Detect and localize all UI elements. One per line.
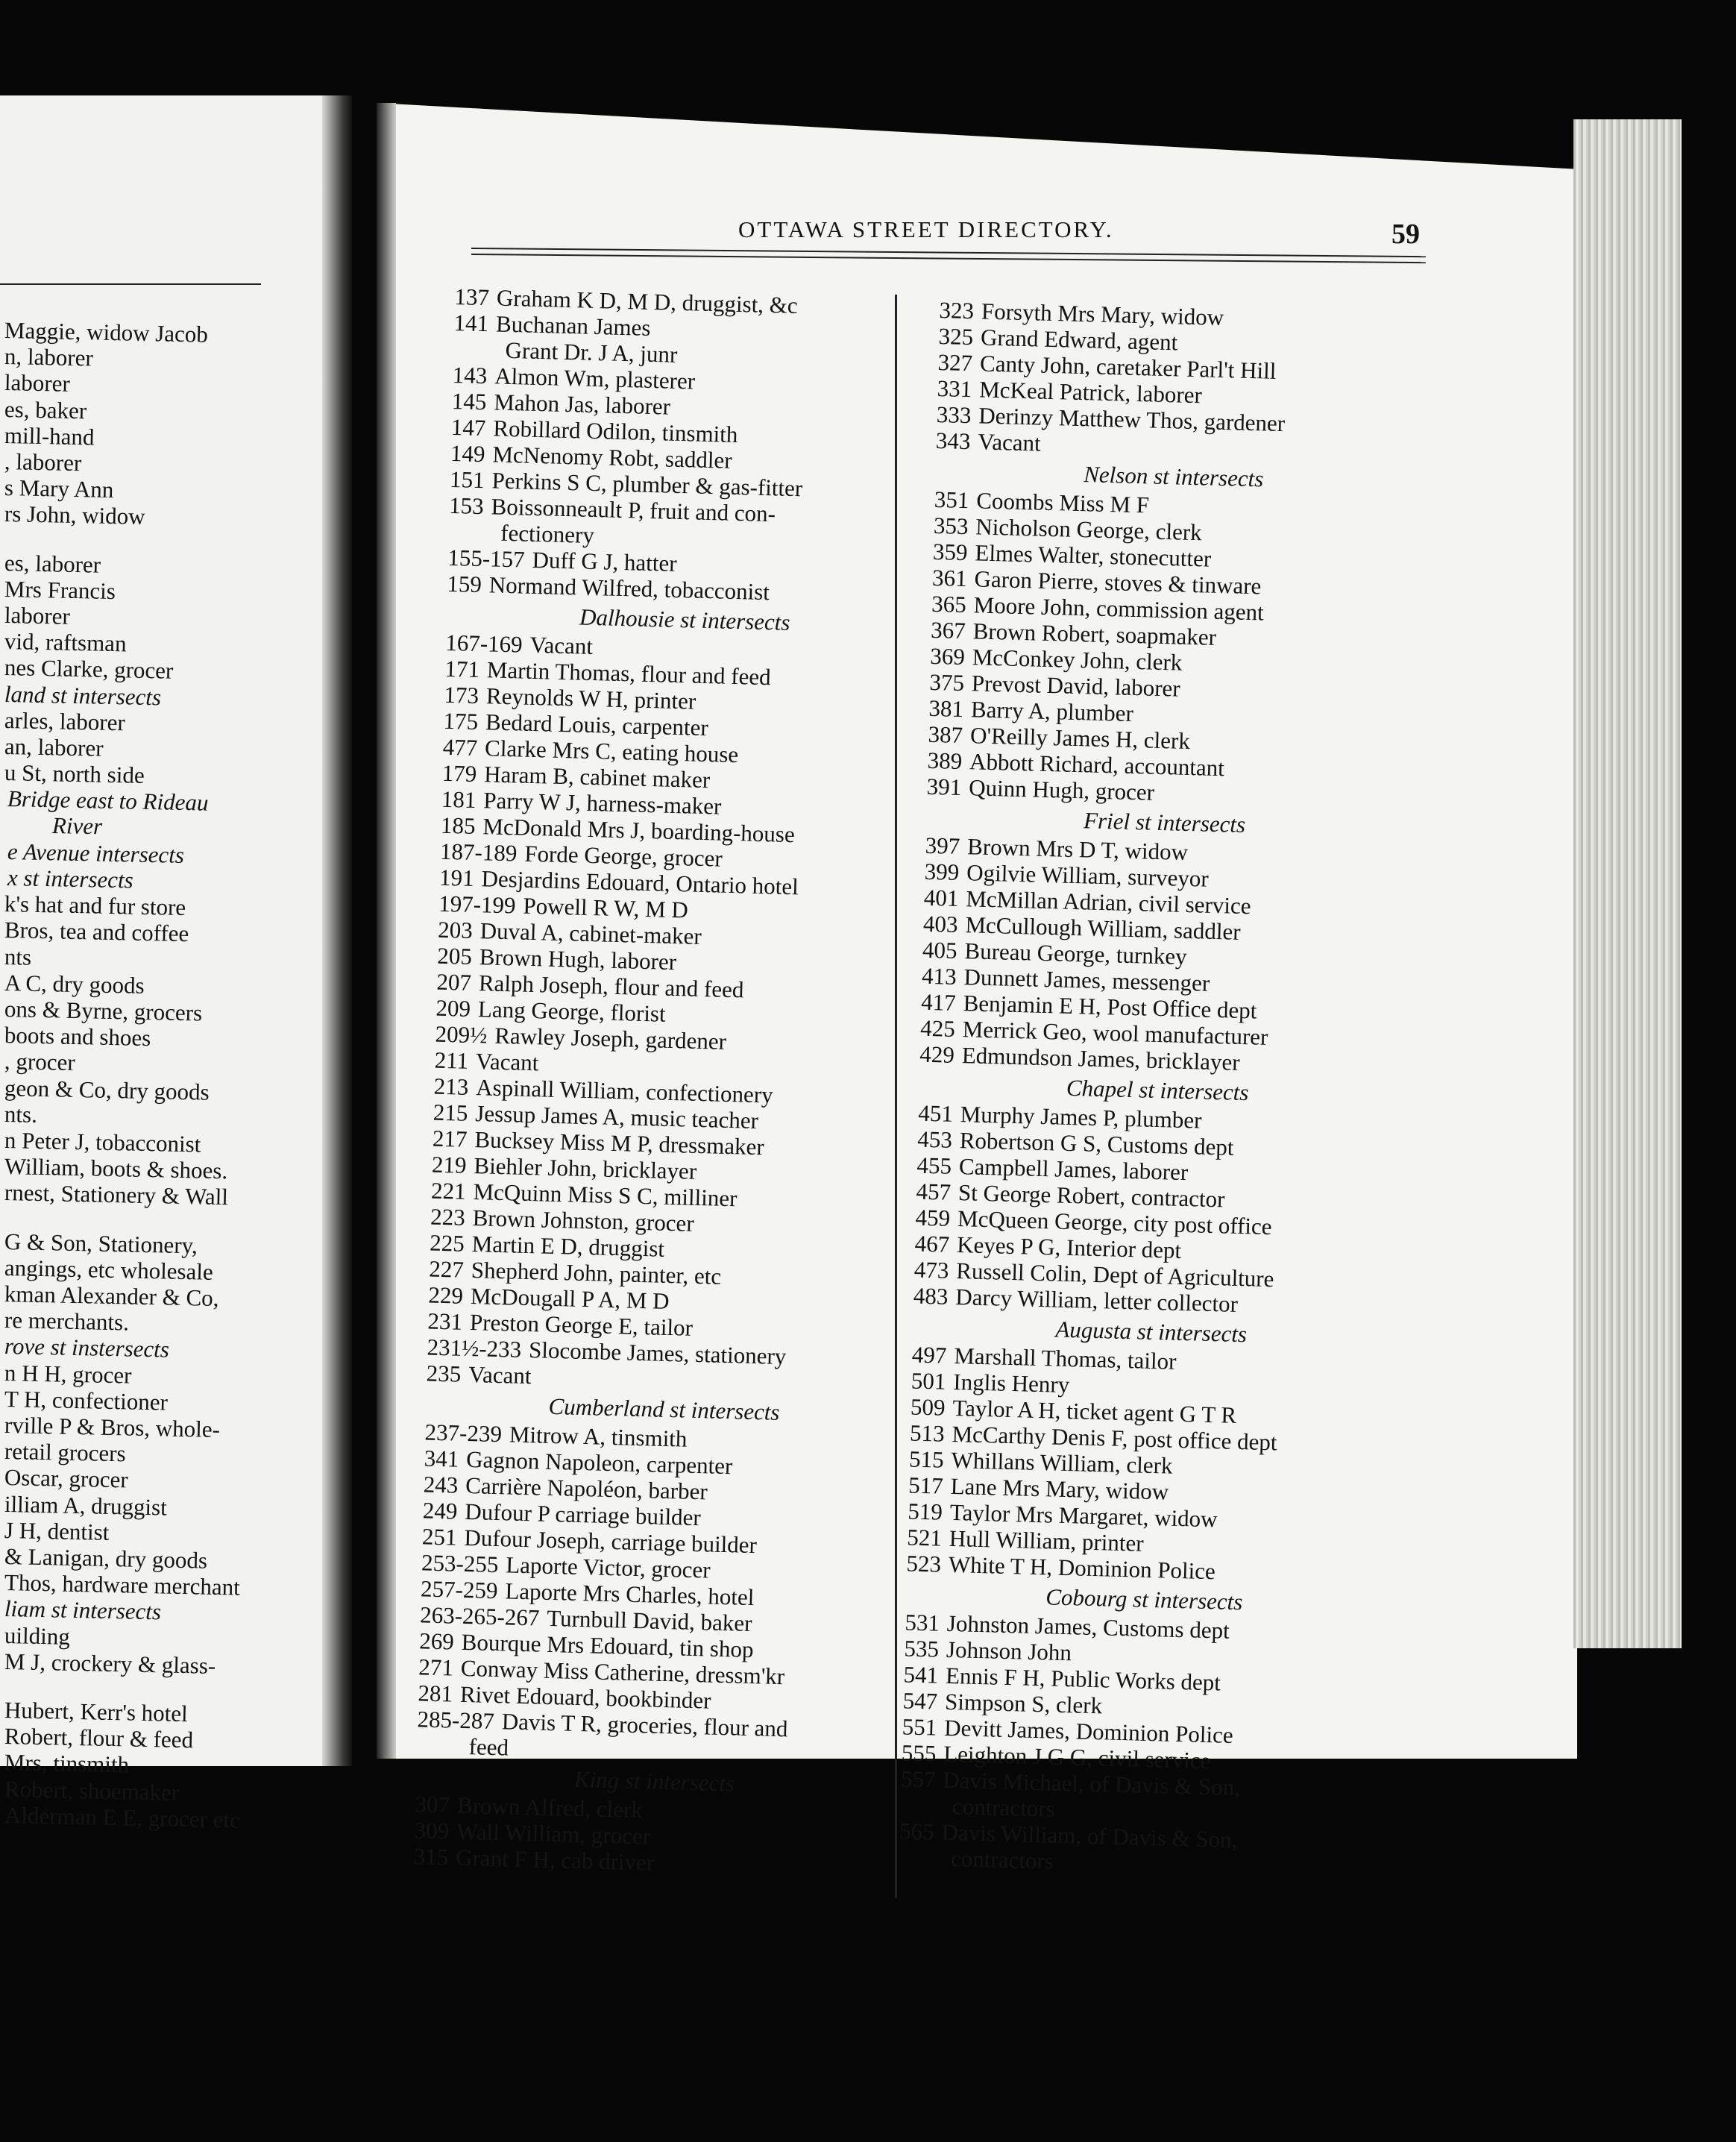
house-number: 175	[443, 707, 479, 735]
left-page-line: boots and shoes	[4, 1022, 151, 1052]
resident-name: Aspinall William, confectionery	[475, 1074, 774, 1108]
resident-name: Martin E D, druggist	[471, 1231, 665, 1262]
house-number: 365	[931, 590, 967, 618]
resident-name: Johnston James, Customs dept	[946, 1609, 1230, 1644]
resident-name: Boissonneault P, fruit and con-	[491, 493, 776, 527]
house-number: 387	[928, 720, 963, 749]
left-page-line: Mrs, tinsmith	[4, 1749, 130, 1778]
resident-name: Garon Pierre, stoves & tinware	[974, 565, 1262, 600]
house-number: 197-199	[438, 890, 516, 919]
resident-name: Elmes Walter, stonecutter	[975, 539, 1212, 572]
house-number: 147	[450, 413, 486, 442]
left-page-line: M J, crockery & glass-	[4, 1648, 216, 1679]
house-number: 473	[913, 1256, 949, 1284]
intersection-heading: Cobourg st intersects	[1045, 1583, 1243, 1615]
resident-name: Laporte Mrs Charles, hotel	[505, 1577, 755, 1611]
left-page-line: rnest, Stationery & Wall	[4, 1179, 229, 1210]
house-number: 517	[908, 1472, 944, 1499]
resident-name: Duff G J, hatter	[532, 546, 678, 577]
left-page-line: kman Alexander & Co,	[4, 1281, 219, 1312]
left-page-line: Oscar, grocer	[4, 1464, 129, 1493]
house-number: 381	[928, 694, 964, 723]
house-number: 213	[433, 1072, 469, 1100]
house-number: 323	[939, 297, 975, 324]
resident-name: McNenomy Robt, saddler	[492, 441, 733, 474]
house-number: 453	[916, 1125, 953, 1153]
resident-name: Jessup James A, music teacher	[474, 1100, 759, 1134]
resident-name: Bucksey Miss M P, dressmaker	[474, 1126, 765, 1160]
left-page-line: liam st intersects	[4, 1595, 162, 1625]
resident-name: Quinn Hugh, grocer	[968, 774, 1155, 805]
continuation-text: feed	[468, 1733, 509, 1761]
house-number: 515	[908, 1445, 945, 1473]
house-number: 159	[447, 570, 482, 598]
left-page-line: Bros, tea and coffee	[4, 917, 189, 947]
resident-name: Robertson G S, Customs dept	[959, 1127, 1234, 1160]
resident-name: Forsyth Mrs Mary, widow	[981, 298, 1224, 330]
house-number: 257-259	[420, 1575, 498, 1604]
house-number: 227	[428, 1255, 465, 1283]
resident-name: Moore John, commission agent	[973, 591, 1265, 626]
intersection-heading: Cumberland st intersects	[548, 1392, 780, 1425]
house-number: 535	[904, 1635, 940, 1662]
resident-name: Edmundson James, bricklayer	[961, 1042, 1241, 1075]
house-number: 369	[929, 642, 966, 670]
running-head: OTTAWA STREET DIRECTORY.	[738, 216, 1114, 242]
house-number: 249	[422, 1497, 458, 1524]
house-number: 451	[917, 1099, 954, 1127]
house-number: 225	[429, 1229, 465, 1257]
intersection-heading: King st intersects	[573, 1765, 735, 1797]
resident-name: Brown Robert, soapmaker	[972, 618, 1217, 650]
house-number: 331	[937, 374, 972, 403]
resident-name: Davis Michael, of Davis & Son,	[942, 1766, 1241, 1801]
resident-name: Benjamin E H, Post Office dept	[963, 990, 1257, 1024]
left-page-line: n H H, grocer	[4, 1359, 132, 1389]
house-number: 459	[915, 1204, 951, 1231]
resident-name: Ralph Joseph, flour and feed	[478, 970, 744, 1003]
house-number: 521	[906, 1524, 943, 1551]
house-number: 231	[427, 1307, 463, 1335]
resident-name: Bedard Louis, carpenter	[485, 709, 709, 741]
house-number: 209	[435, 994, 471, 1022]
left-page-line: u St, north side	[4, 759, 145, 789]
resident-name: Laporte Victor, grocer	[505, 1551, 711, 1583]
left-page-line: angings, etc wholesale	[4, 1254, 214, 1285]
intersection-heading: Friel st intersects	[1083, 807, 1246, 838]
resident-name: Abbott Richard, accountant	[969, 748, 1225, 782]
resident-name: Barry A, plumber	[970, 696, 1134, 726]
resident-name: Almon Wm, plasterer	[494, 362, 696, 395]
house-number: 359	[932, 538, 969, 566]
resident-name: Murphy James P, plumber	[960, 1101, 1202, 1134]
continuation-text: contractors	[952, 1793, 1056, 1822]
resident-name: Desjardins Edouard, Ontario hotel	[481, 865, 799, 900]
left-page-line: Robert, shoemaker	[4, 1775, 180, 1806]
resident-name: Graham K D, M D, druggist, &c	[496, 284, 799, 319]
house-number: 205	[436, 942, 473, 970]
house-number: 343	[935, 427, 971, 455]
left-page-line: laborer	[4, 602, 71, 629]
page-number: 59	[1391, 219, 1420, 250]
resident-name: Lane Mrs Mary, widow	[950, 1472, 1169, 1505]
left-page-line: River	[51, 811, 103, 839]
left-page-line: arles, laborer	[4, 706, 126, 736]
intersection-heading: Nelson st intersects	[1083, 461, 1264, 492]
house-number: 361	[931, 564, 968, 592]
house-number: 417	[920, 988, 957, 1016]
intersection-heading: Dalhousie st intersects	[579, 603, 790, 635]
left-page-line: x st intersects	[7, 864, 134, 893]
house-number: 223	[430, 1203, 466, 1231]
house-number: 509	[910, 1393, 946, 1421]
house-number: 143	[452, 361, 488, 389]
left-page-line: n, laborer	[4, 343, 94, 371]
resident-name: Keyes P G, Interior dept	[956, 1231, 1182, 1263]
left-page-line: n Peter J, tobacconist	[4, 1127, 201, 1158]
resident-name: Reynolds W H, printer	[485, 682, 696, 714]
house-number: 187-189	[439, 838, 518, 867]
resident-name: Bureau George, turnkey	[964, 937, 1188, 970]
resident-name: Brown Alfred, clerk	[456, 1791, 644, 1824]
house-number: 307	[415, 1791, 450, 1818]
resident-name: Marshall Thomas, tailor	[953, 1342, 1177, 1375]
house-number: 401	[923, 884, 959, 911]
left-header-rule	[0, 283, 261, 285]
house-number: 497	[911, 1341, 947, 1369]
house-number: 269	[418, 1627, 455, 1655]
house-number: 367	[930, 616, 966, 644]
left-page-line: es, laborer	[4, 549, 101, 578]
resident-name: Gagnon Napoleon, carpenter	[465, 1445, 733, 1480]
resident-name: Rivet Edouard, bookbinder	[459, 1680, 711, 1714]
house-number: 179	[441, 759, 477, 787]
left-page-line: land st intersects	[4, 680, 162, 710]
resident-name: McMillan Adrian, civil service	[965, 885, 1251, 920]
house-number: 425	[919, 1014, 956, 1042]
house-number: 149	[450, 439, 485, 468]
house-number: 145	[451, 387, 487, 415]
resident-name: Buchanan James	[495, 310, 651, 341]
resident-name: Clarke Mrs C, eating house	[484, 735, 739, 768]
house-number: 501	[911, 1367, 946, 1395]
resident-name: Taylor A H, ticket agent G T R	[952, 1394, 1237, 1428]
left-page-line: geon & Co, dry goods	[4, 1074, 210, 1105]
house-number: 217	[432, 1125, 468, 1152]
left-page-line: rville P & Bros, whole-	[4, 1412, 221, 1443]
house-number: 263-265-267	[419, 1601, 540, 1631]
house-number: 403	[922, 910, 958, 937]
left-page-line: retail grocers	[4, 1438, 127, 1467]
resident-name: Canty John, caretaker Parl't Hill	[979, 350, 1277, 384]
resident-name: Bourque Mrs Edouard, tin shop	[461, 1628, 754, 1663]
resident-name: Wall William, grocer	[456, 1818, 651, 1850]
house-number: 429	[919, 1040, 955, 1068]
intersection-heading: Chapel st intersects	[1066, 1074, 1249, 1106]
continuation-text: Grant Dr. J A, junr	[505, 336, 678, 368]
resident-name: Dufour P carriage builder	[464, 1498, 702, 1531]
house-number: 229	[428, 1281, 464, 1309]
house-number: 341	[424, 1445, 459, 1472]
house-number: 253-255	[421, 1549, 499, 1578]
left-page-line: nts	[4, 943, 32, 970]
resident-name: Brown Hugh, laborer	[479, 943, 677, 976]
resident-name: Ogilvie William, surveyor	[966, 859, 1210, 892]
house-number: 309	[414, 1817, 450, 1844]
resident-name: Campbell James, laborer	[958, 1153, 1189, 1186]
left-page-line: s Mary Ann	[4, 474, 114, 503]
directory-column-2	[899, 297, 1417, 1882]
house-number: 551	[902, 1713, 937, 1741]
resident-name: McConkey John, clerk	[972, 644, 1183, 676]
left-page-line: G & Son, Stationery,	[4, 1228, 198, 1259]
resident-name: Parry W J, harness-maker	[482, 787, 722, 820]
house-number: 153	[448, 491, 485, 520]
left-page-line: Thos, hardware merchant	[4, 1569, 241, 1601]
resident-name: Hull William, printer	[949, 1524, 1145, 1557]
house-number: 281	[418, 1680, 453, 1707]
house-number: 523	[906, 1550, 942, 1577]
left-page-line: J H, dentist	[4, 1516, 110, 1545]
house-number: 181	[441, 785, 477, 813]
resident-name: Leighton J G G, civil service	[943, 1740, 1211, 1774]
resident-name: Preston George E, tailor	[469, 1309, 694, 1341]
house-number: 457	[916, 1178, 952, 1205]
house-number: 557	[900, 1765, 936, 1793]
left-page-gutter	[322, 95, 352, 1766]
left-page-line: T H, confectioner	[4, 1385, 169, 1416]
resident-name: Haram B, cabinet maker	[483, 761, 711, 794]
resident-name: Vacant	[977, 428, 1042, 456]
house-number: 333	[936, 401, 972, 429]
left-page-line: & Lanigan, dry goods	[4, 1543, 208, 1574]
resident-name: Shepherd John, painter, etc	[471, 1257, 722, 1290]
left-page-line: rs John, widow	[4, 500, 145, 530]
continuation-text: fectionery	[500, 519, 595, 549]
left-page-line: vid, raftsman	[4, 628, 127, 657]
house-number: 477	[442, 733, 478, 761]
house-number: 167-169	[444, 629, 523, 658]
house-number: 353	[933, 512, 969, 540]
house-number: 375	[929, 668, 965, 697]
left-page-line: illiam A, druggist	[4, 1490, 168, 1521]
resident-name: Prevost David, laborer	[971, 670, 1181, 702]
house-number: 171	[444, 655, 480, 683]
house-number: 351	[934, 486, 969, 514]
resident-name: Ennis F H, Public Works dept	[945, 1662, 1221, 1696]
house-number: 191	[438, 864, 475, 891]
house-number: 467	[914, 1230, 950, 1257]
resident-name: McQuinn Miss S C, milliner	[473, 1178, 738, 1212]
resident-name: Brown Mrs D T, widow	[966, 833, 1189, 865]
resident-name: Vacant	[529, 631, 594, 660]
house-number: 251	[421, 1523, 457, 1551]
house-number: 219	[431, 1151, 468, 1178]
resident-name: Biehler John, bricklayer	[474, 1152, 697, 1184]
house-number: 151	[449, 465, 485, 494]
house-number: 221	[430, 1177, 467, 1205]
house-number: 271	[418, 1653, 454, 1681]
page-edge-stack	[1573, 119, 1682, 1648]
left-page-line: e Avenue intersects	[7, 838, 185, 868]
resident-name: Taylor Mrs Margaret, widow	[949, 1498, 1218, 1533]
house-number: 389	[927, 747, 963, 774]
resident-name: Conway Miss Catherine, dressm'kr	[460, 1654, 785, 1690]
house-number: 243	[423, 1471, 459, 1498]
resident-name: McCullough William, saddler	[965, 911, 1242, 945]
resident-name: Mitrow A, tinsmith	[509, 1421, 688, 1452]
resident-name: Forde George, grocer	[523, 840, 723, 872]
left-page-line: A C, dry goods	[4, 969, 145, 999]
left-page-line: , grocer	[4, 1048, 76, 1076]
resident-name: Grant F H, cab driver	[455, 1844, 655, 1876]
resident-name: Darcy William, letter collector	[955, 1284, 1239, 1317]
house-number: 547	[902, 1687, 938, 1715]
left-page-line: Alderman E E, grocer etc	[4, 1801, 241, 1833]
left-page-line: Robert, flour & feed	[4, 1723, 194, 1753]
left-page-line: re merchants.	[4, 1307, 130, 1336]
left-page-line: Mrs Francis	[4, 575, 116, 604]
house-number: 211	[434, 1046, 469, 1074]
resident-name: McKeal Patrick, laborer	[978, 376, 1203, 409]
house-number: 207	[436, 968, 472, 996]
resident-name: McCarthy Denis F, post office dept	[952, 1420, 1277, 1456]
resident-name: Whillans William, clerk	[951, 1446, 1173, 1479]
house-number: 513	[909, 1419, 946, 1447]
resident-name: Merrick Geo, wool manufacturer	[962, 1016, 1268, 1050]
resident-name: Duval A, cabinet-maker	[479, 917, 702, 949]
house-number: 541	[903, 1661, 939, 1689]
left-page-line: nts.	[4, 1100, 38, 1128]
left-page-line: es, baker	[4, 395, 87, 424]
resident-name: Nicholson George, clerk	[975, 513, 1203, 546]
resident-name: Powell R W, M D	[523, 892, 689, 923]
resident-name: Rawley Joseph, gardener	[494, 1022, 727, 1055]
left-page-line: Bridge east to Rideau	[7, 785, 209, 817]
left-page-line: an, laborer	[4, 733, 104, 761]
house-number: 231½-233	[427, 1334, 522, 1363]
resident-name: Grand Edward, agent	[980, 324, 1178, 356]
house-number: 155-157	[447, 544, 526, 573]
resident-name: Turnbull David, baker	[546, 1604, 752, 1637]
house-number: 235	[426, 1360, 462, 1387]
resident-name: Inglis Henry	[952, 1368, 1070, 1398]
resident-name: Dufour Joseph, carriage builder	[464, 1524, 758, 1559]
house-number: 185	[440, 811, 476, 839]
house-number: 209½	[435, 1020, 488, 1049]
left-page-line: Maggie, widow Jacob	[4, 317, 209, 348]
house-number: 405	[922, 936, 958, 964]
resident-name: Simpson S, clerk	[944, 1688, 1103, 1719]
house-number: 565	[899, 1818, 935, 1845]
resident-name: McQueen George, city post office	[957, 1205, 1273, 1240]
house-number: 315	[413, 1843, 449, 1871]
house-number: 173	[444, 681, 479, 709]
left-page-line: rove st instersects	[4, 1333, 170, 1363]
house-number: 483	[913, 1282, 949, 1310]
resident-name: Vacant	[475, 1048, 539, 1076]
resident-name: Johnson John	[946, 1636, 1072, 1666]
resident-name: Derinzy Matthew Thos, gardener	[978, 402, 1286, 437]
resident-name: Martin Thomas, flour and feed	[486, 656, 772, 691]
left-page-line: William, boots & shoes.	[4, 1153, 228, 1184]
resident-name: White T H, Dominion Police	[948, 1551, 1216, 1585]
house-number: 399	[924, 858, 960, 885]
continuation-text: contractors	[950, 1845, 1054, 1874]
house-number: 137	[454, 283, 490, 311]
left-page-line: nes Clarke, grocer	[4, 654, 174, 685]
house-number: 555	[901, 1739, 937, 1767]
resident-name: Brown Johnston, grocer	[472, 1205, 695, 1237]
resident-name: Normand Wilfred, tobacconist	[488, 571, 770, 606]
house-number: 391	[926, 773, 962, 800]
resident-name: Vacant	[468, 1360, 532, 1389]
house-number: 327	[937, 348, 973, 377]
house-number: 237-239	[424, 1419, 503, 1448]
left-page-line: , laborer	[4, 448, 82, 477]
resident-name: McDougall P A, M D	[470, 1283, 670, 1314]
house-number: 397	[925, 832, 960, 859]
resident-name: Lang George, florist	[477, 996, 667, 1027]
left-page-line: laborer	[4, 369, 71, 398]
resident-name: Davis T R, groceries, flour and	[501, 1708, 788, 1742]
resident-name: Coombs Miss M F	[975, 487, 1150, 518]
intersection-heading: Augusta st intersects	[1055, 1316, 1248, 1348]
house-number: 141	[453, 309, 489, 337]
resident-name: Slocombe James, stationery	[528, 1337, 787, 1370]
left-page-line: k's hat and fur store	[4, 891, 186, 921]
resident-name: McDonald Mrs J, boarding-house	[482, 813, 796, 848]
house-number: 519	[907, 1498, 943, 1525]
resident-name: Russell Colin, Dept of Agriculture	[955, 1257, 1274, 1293]
house-number: 413	[921, 962, 957, 990]
left-page-line: uilding	[4, 1621, 71, 1650]
right-page-gutter	[377, 103, 396, 1759]
house-number: 215	[433, 1099, 468, 1126]
resident-name: Robillard Odilon, tinsmith	[492, 415, 738, 447]
resident-name: Dunnett James, messenger	[963, 964, 1210, 996]
resident-name: Perkins S C, plumber & gas-fitter	[491, 467, 803, 502]
resident-name: Mahon Jas, laborer	[493, 389, 671, 420]
house-number: 285-287	[417, 1706, 495, 1735]
left-page-line: ons & Byrne, grocers	[4, 996, 203, 1026]
left-page-line: mill-hand	[4, 421, 95, 450]
house-number: 203	[437, 916, 474, 943]
house-number: 325	[938, 322, 974, 351]
resident-name: Davis William, of Davis & Son,	[941, 1818, 1238, 1853]
resident-name: Devitt James, Dominion Police	[943, 1714, 1234, 1748]
house-number: 531	[905, 1609, 940, 1636]
column-divider	[895, 295, 897, 1898]
left-page-line: Hubert, Kerr's hotel	[4, 1697, 189, 1727]
resident-name: St George Robert, contractor	[957, 1179, 1225, 1213]
resident-name: O'Reilly James H, clerk	[969, 722, 1191, 754]
directory-column-1	[413, 283, 931, 1882]
house-number: 455	[916, 1152, 952, 1179]
resident-name: Carrière Napoléon, barber	[465, 1472, 708, 1505]
